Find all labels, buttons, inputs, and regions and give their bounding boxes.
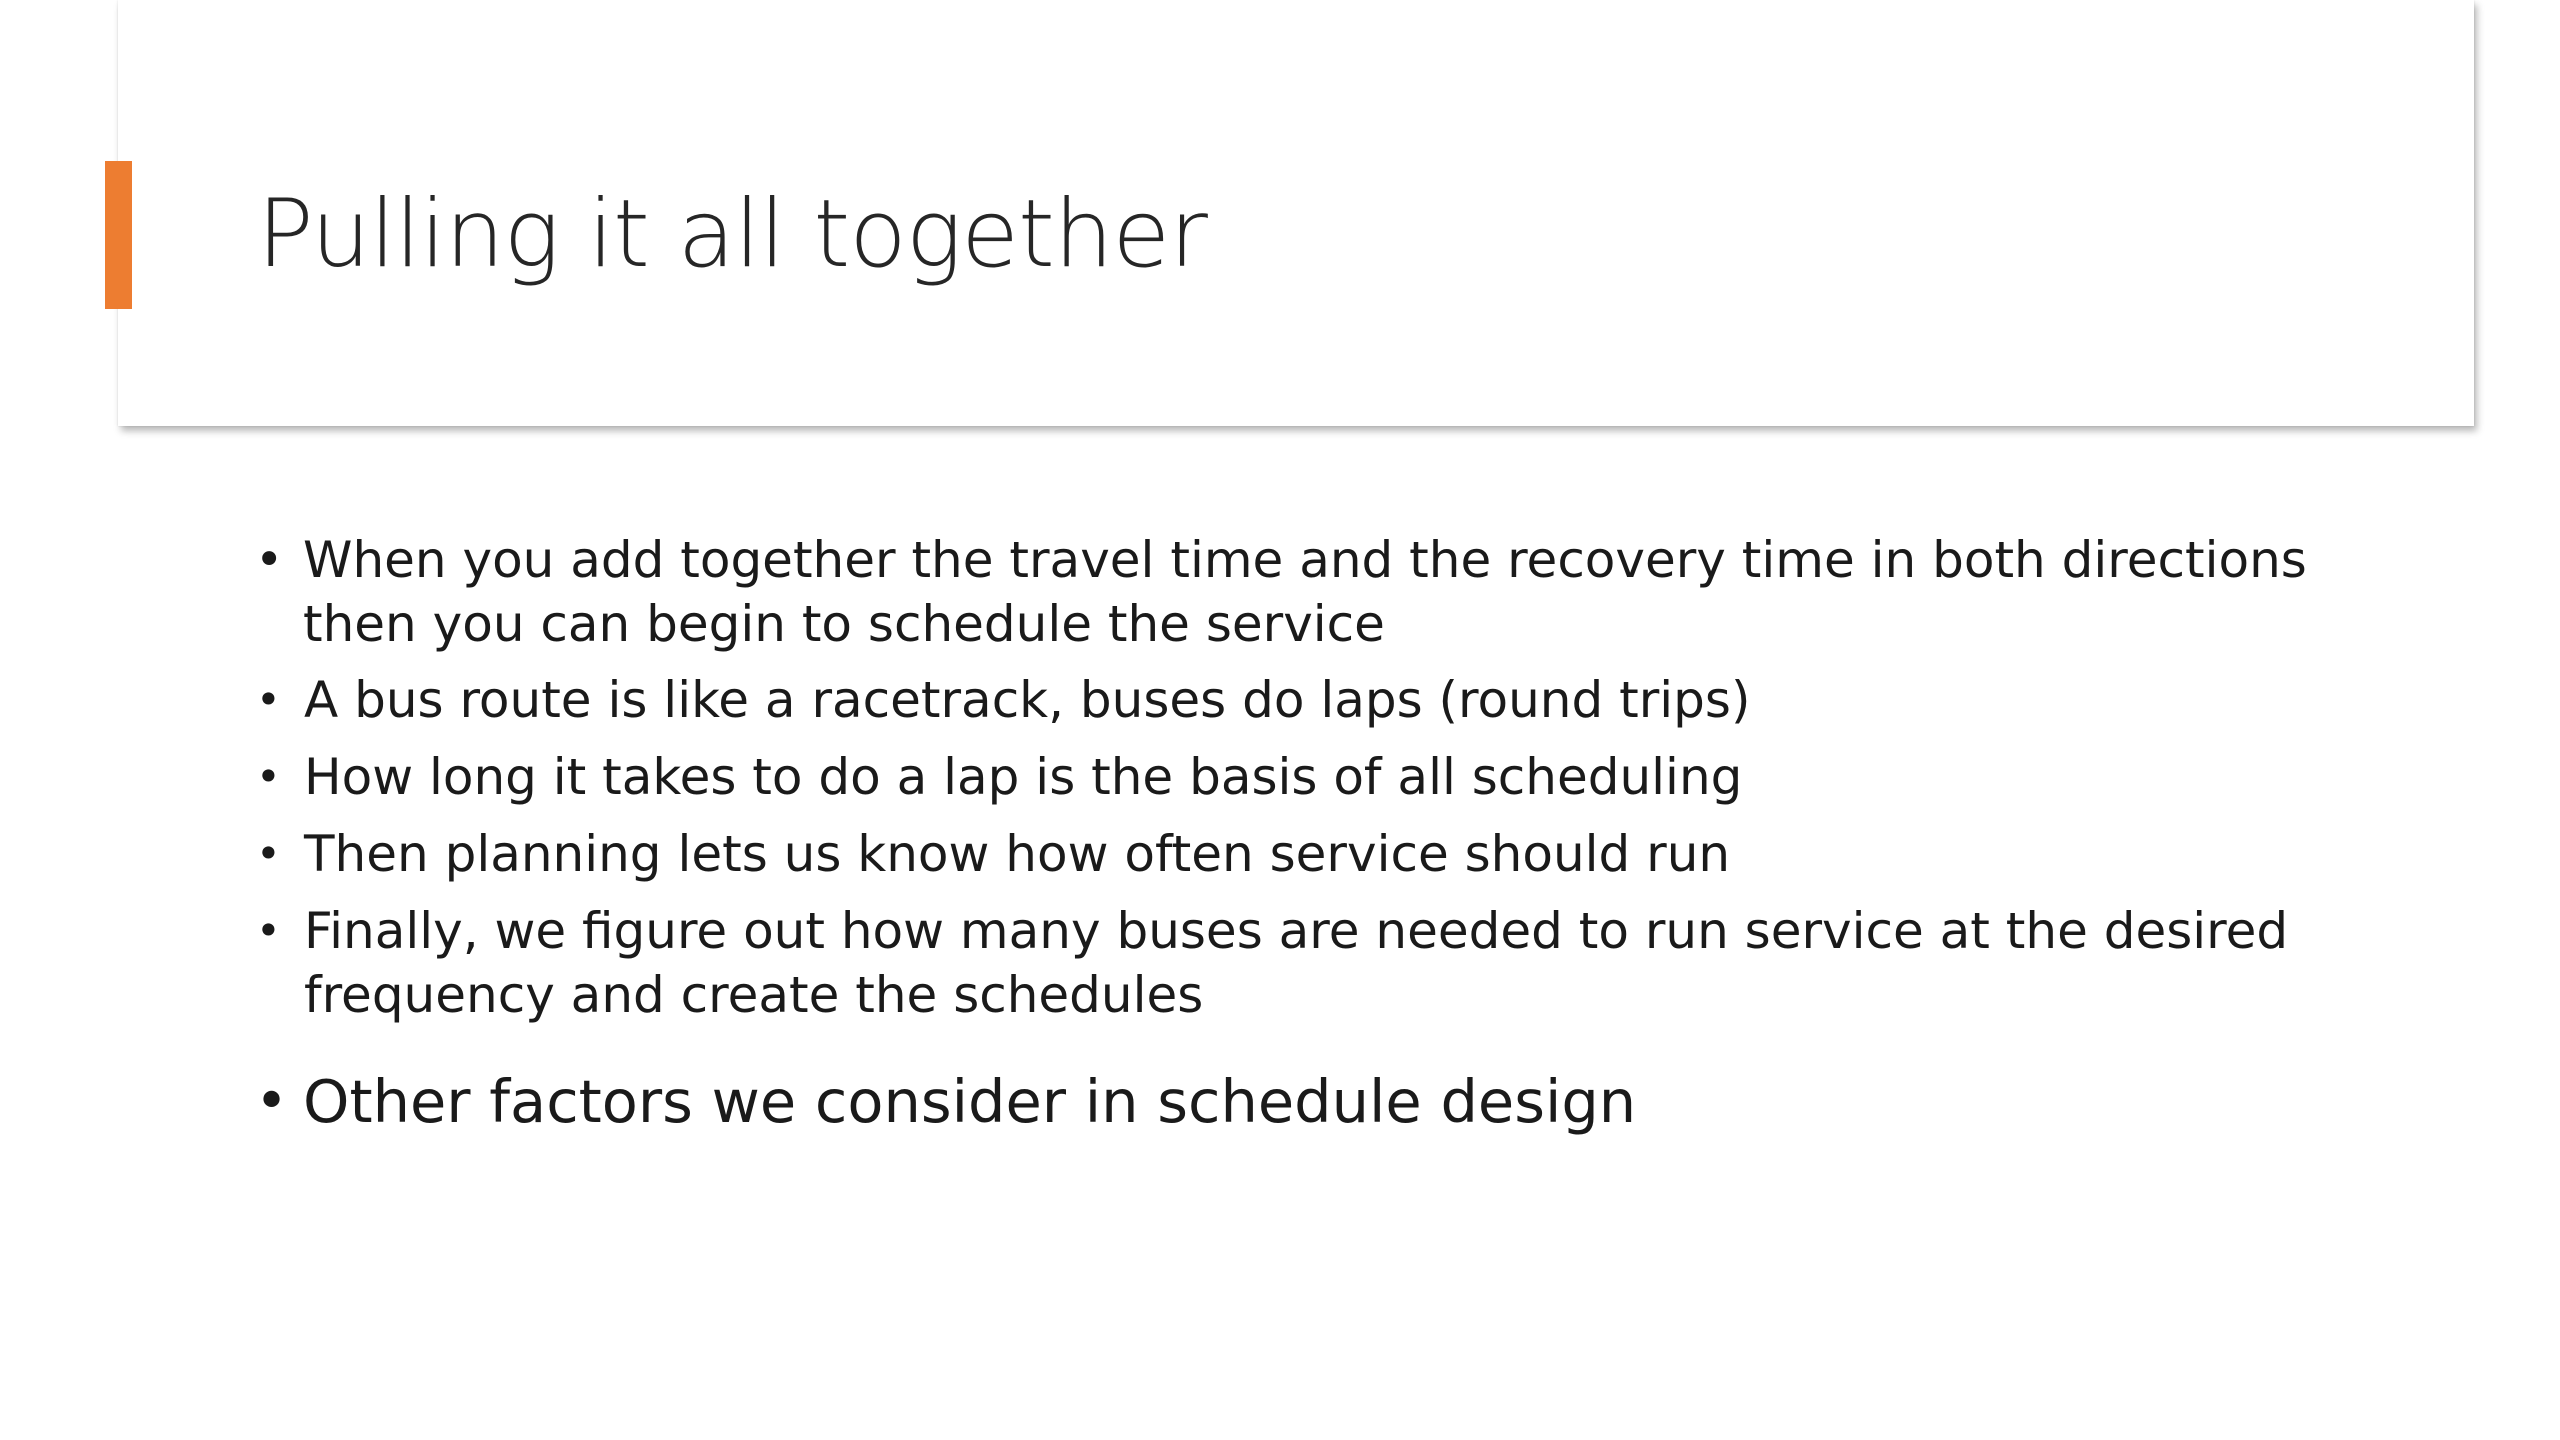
sub-bullet-text: A bus route is like a racetrack, buses do laps (round trips)	[304, 671, 1751, 729]
title-accent-bar	[105, 161, 132, 309]
bullet-item	[255, 528, 2405, 1040]
sub-bullet-text: Finally, we figure out how many buses are needed to run service at the desired frequency and create the schedules	[304, 902, 2289, 1024]
bullet-dot-icon: •	[256, 829, 281, 878]
sub-bullet-list	[256, 668, 2405, 1027]
bullet-item	[255, 1064, 2405, 1140]
sub-bullet-item	[256, 822, 2405, 886]
bullet-list	[255, 528, 2405, 1140]
bullet-dot-icon: •	[255, 1069, 289, 1134]
bullet-dot-icon: •	[256, 906, 281, 955]
bullet-dot-icon: •	[256, 752, 281, 801]
bullet-dot-icon: •	[255, 532, 284, 588]
sub-bullet-text: How long it takes to do a lap is the basis of all scheduling	[304, 748, 1743, 806]
sub-bullet-item	[256, 668, 2405, 732]
slide-title: Pulling it all together	[257, 180, 1207, 289]
bullet-dot-icon: •	[256, 675, 281, 724]
sub-bullet-item	[256, 899, 2405, 1027]
sub-bullet-item	[256, 745, 2405, 809]
bullet-text: Other factors we consider in schedule design	[303, 1067, 1637, 1136]
bullet-text: When you add together the travel time and the recovery time in both directions then you can begin to schedule the service	[303, 531, 2307, 653]
sub-bullet-text: Then planning lets us know how often service should run	[304, 825, 1731, 883]
